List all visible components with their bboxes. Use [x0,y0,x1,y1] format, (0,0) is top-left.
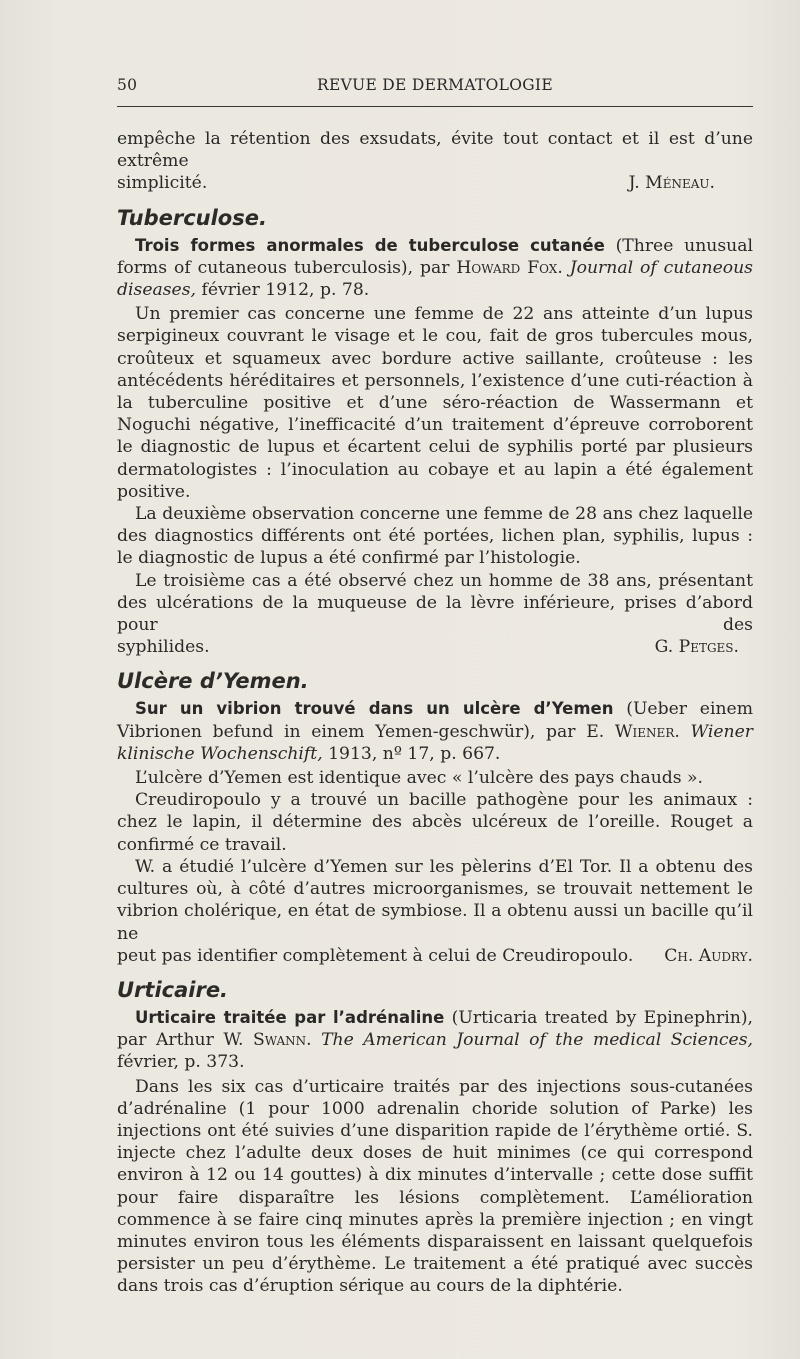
article-reference-ulcere [117,698,753,765]
closing-line [117,636,753,658]
article-author: Swann [252,1030,307,1051]
page-number: 50 [117,76,138,94]
section-heading-ulcere: Ulcère d’Yemen. [117,669,309,694]
article-title: Sur un vibrion trouvé dans un ulcère d’Yemen [135,699,614,719]
reference-text: février 1912, p. 78. [196,280,370,301]
reference-text: (Three unusual forms of cutaneous tuberculosis), par [117,235,753,278]
journal-name: The American Journal of the medical Sciences, [321,1030,753,1051]
body-paragraph: Un premier cas concerne une femme de 22 ans atteinte d’un lupus serpigineux couvrant le visage et le cou, fait de gros tubercules mous, croûteux et squameux avec bordure active saillante, croûteuse : les antécédents héréditaires et personnels, l’existence d’une cuti-réaction à la tuberculine positive et d’une séro-réaction de Wassermann et Noguchi négative, l’inefficacité d’un traitement d’épreuve corroborent le diagnostic de lupus et écartent celui de syphilis porté par plusieurs dermatologistes : l’inoculation au cobaye et au lapin a été également positive. [117,304,753,502]
body-paragraph: La deuxième observation concerne une femme de 28 ans chez laquelle des diagnostics différents ont été portées, lichen plan, syphilis, lupus : le diagnostic de lupus a été confirmé par l’histologie. [117,504,753,569]
journal-name: Wiener klinische Wochenschift, [117,721,754,764]
reference-text: (Ueber einem Vibrionen befund in einem Yemen-geschwür), par [117,699,753,742]
closing-words: syphilides. [117,637,210,658]
reference-text: 1913, nº 17, p. 667. [322,743,501,764]
header-rule [117,106,753,107]
signature: Ch. Audry. [664,945,753,966]
body-paragraph: Le troisième cas a été observé chez un homme de 38 ans, présentant des ulcérations de la muqueuse de la lèvre inférieure, prises d’abord pour des [117,570,753,636]
article-author: E. Wiener [586,721,675,742]
body-paragraph: Dans les six cas d’urticaire traités par des injections sous-cutanées d’adrénaline (1 pour 1000 adrenalin choride solution of Parke) les injections ont été suivies d’une disparition rapide de l’érythème ortié. S. injecte chez l’adulte deux doses de huit minimes (ce qui correspond environ à 12 ou 14 gouttes) à dix minutes d’intervalle ; cette dose suffit pour faire disparaître les lésions complètement. L’amélioration commence à se faire cinq minutes après la première injection ; en vingt minutes environ tous les éléments disparaissent en laissant quelquefois persister un peu d’érythème. Le traitement a été pratiqué avec succès dans trois cas d’éruption sérique au cours de la diphtérie. [117,1076,753,1297]
signature: G. Petges. [654,637,739,658]
page-body [117,128,753,1298]
body-paragraph: W. a étudié l’ulcère d’Yemen sur les pèlerins d’El Tor. Il a obtenu des cultures où, à côté d’autres microorganismes, se trouvait nettement le vibrion cholérique, en état de symbiose. Il a obtenu aussi un bacille qu’il ne [117,856,753,944]
reference-text: . [557,257,570,278]
reference-text: . [306,1030,322,1051]
reference-text: février, p. 373. [117,1052,245,1073]
body-paragraph: L’ulcère d’Yemen est identique avec « l’ulcère des pays chauds ». [135,768,704,789]
intro-signature: J. Méneau. [628,173,715,194]
closing-line [117,945,753,967]
intro-closing-line [117,172,753,194]
article-title: Urticaire traitée par l’adrénaline [135,1007,445,1027]
section-heading-tuberculose: Tuberculose. [117,205,267,230]
reference-text: . [674,721,691,742]
article-reference-tuberculose [117,235,753,302]
section-heading-urticaire: Urticaire. [117,977,229,1002]
journal-title: REVUE DE DERMATOLOGIE [317,76,553,94]
article-reference-urticaire [117,1007,753,1074]
body-paragraph: Creudiropoulo y a trouvé un bacille pathogène pour les animaux : chez le lapin, il détermine des abcès ulcéreux de l’oreille. Rouget a confirmé ce travail. [117,790,753,855]
intro-line: empêche la rétention des exsudats, évite tout contact et il est d’une extrême [117,129,753,172]
closing-words: peut pas identifier complètement à celui de Creudiropoulo. [117,945,634,966]
article-title: Trois formes anormales de tuberculose cutanée [135,235,605,255]
reference-text: (Urticaria treated by Epinephrin), par Arthur W. [117,1007,753,1051]
journal-name: Journal of cutaneous diseases, [117,257,753,301]
intro-last-words: simplicité. [117,173,208,194]
article-author: Howard Fox [456,257,558,278]
running-head [117,76,753,102]
